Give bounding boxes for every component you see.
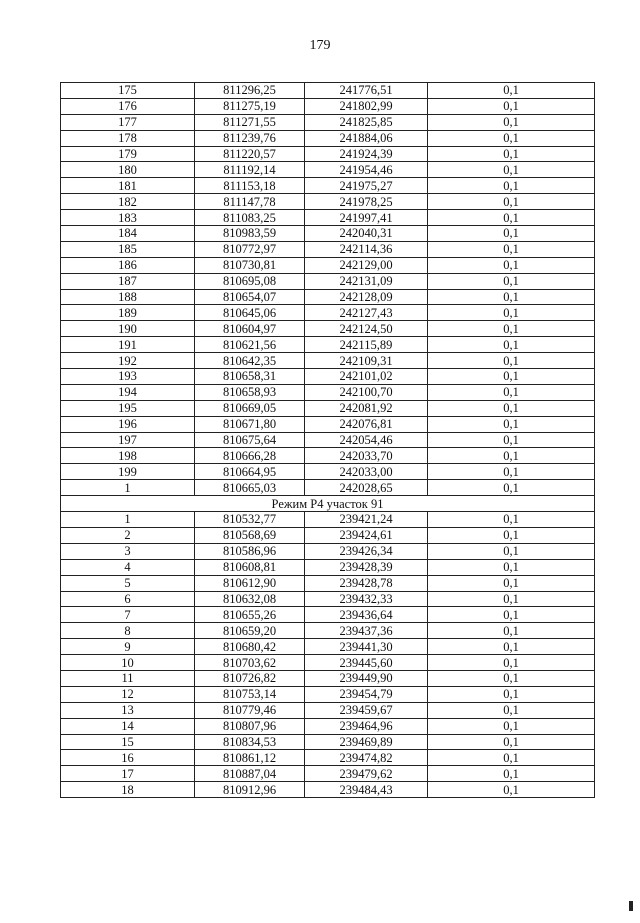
x-coordinate-cell: 810695,08 (195, 273, 305, 289)
point-number-cell: 191 (61, 337, 195, 353)
accuracy-cell: 0,1 (428, 734, 595, 750)
y-coordinate-cell: 239436,64 (305, 607, 428, 623)
table-row (61, 146, 595, 162)
accuracy-cell: 0,1 (428, 98, 595, 114)
accuracy-cell: 0,1 (428, 257, 595, 273)
table-row (61, 448, 595, 464)
x-coordinate-cell: 811147,78 (195, 194, 305, 210)
point-number-cell: 1 (61, 480, 195, 496)
accuracy-cell: 0,1 (428, 400, 595, 416)
point-number-cell: 179 (61, 146, 195, 162)
point-number-cell: 5 (61, 575, 195, 591)
table-row (61, 750, 595, 766)
table-row (61, 305, 595, 321)
accuracy-cell: 0,1 (428, 432, 595, 448)
point-number-cell: 197 (61, 432, 195, 448)
x-coordinate-cell: 810604,97 (195, 321, 305, 337)
point-number-cell: 192 (61, 353, 195, 369)
point-number-cell: 177 (61, 114, 195, 130)
table-row (61, 591, 595, 607)
x-coordinate-cell: 810532,77 (195, 512, 305, 528)
accuracy-cell: 0,1 (428, 655, 595, 671)
y-coordinate-cell: 242124,50 (305, 321, 428, 337)
point-number-cell: 4 (61, 559, 195, 575)
y-coordinate-cell: 239441,30 (305, 639, 428, 655)
y-coordinate-cell: 239428,78 (305, 575, 428, 591)
point-number-cell: 193 (61, 369, 195, 385)
x-coordinate-cell: 810726,82 (195, 670, 305, 686)
y-coordinate-cell: 242028,65 (305, 480, 428, 496)
y-coordinate-cell: 242100,70 (305, 384, 428, 400)
table-row (61, 575, 595, 591)
table-row (61, 369, 595, 385)
table-row (61, 194, 595, 210)
table-row (61, 130, 595, 146)
table-row (61, 543, 595, 559)
table-row (61, 162, 595, 178)
y-coordinate-cell: 239469,89 (305, 734, 428, 750)
accuracy-cell: 0,1 (428, 194, 595, 210)
point-number-cell: 13 (61, 702, 195, 718)
x-coordinate-cell: 810675,64 (195, 432, 305, 448)
y-coordinate-cell: 239432,33 (305, 591, 428, 607)
x-coordinate-cell: 810666,28 (195, 448, 305, 464)
accuracy-cell: 0,1 (428, 702, 595, 718)
y-coordinate-cell: 239421,24 (305, 512, 428, 528)
x-coordinate-cell: 810642,35 (195, 353, 305, 369)
y-coordinate-cell: 242109,31 (305, 353, 428, 369)
point-number-cell: 9 (61, 639, 195, 655)
y-coordinate-cell: 239474,82 (305, 750, 428, 766)
accuracy-cell: 0,1 (428, 416, 595, 432)
x-coordinate-cell: 811296,25 (195, 83, 305, 99)
x-coordinate-cell: 810612,90 (195, 575, 305, 591)
page-number: 179 (309, 38, 331, 53)
point-number-cell: 196 (61, 416, 195, 432)
point-number-cell: 180 (61, 162, 195, 178)
x-coordinate-cell: 810671,80 (195, 416, 305, 432)
table-row (61, 702, 595, 718)
accuracy-cell: 0,1 (428, 226, 595, 242)
page-edge-mark (629, 901, 633, 911)
y-coordinate-cell: 242131,09 (305, 273, 428, 289)
table-row (61, 289, 595, 305)
y-coordinate-cell: 241924,39 (305, 146, 428, 162)
table-row (61, 273, 595, 289)
accuracy-cell: 0,1 (428, 162, 595, 178)
table-row (61, 686, 595, 702)
accuracy-cell: 0,1 (428, 480, 595, 496)
table-row (61, 98, 595, 114)
accuracy-cell: 0,1 (428, 130, 595, 146)
table-row (61, 766, 595, 782)
point-number-cell: 185 (61, 241, 195, 257)
accuracy-cell: 0,1 (428, 718, 595, 734)
y-coordinate-cell: 241978,25 (305, 194, 428, 210)
table-row (61, 114, 595, 130)
accuracy-cell: 0,1 (428, 114, 595, 130)
x-coordinate-cell: 810772,97 (195, 241, 305, 257)
y-coordinate-cell: 242129,00 (305, 257, 428, 273)
table-row (61, 83, 595, 99)
accuracy-cell: 0,1 (428, 178, 595, 194)
y-coordinate-cell: 239424,61 (305, 527, 428, 543)
table-row (61, 480, 595, 496)
x-coordinate-cell: 811275,19 (195, 98, 305, 114)
y-coordinate-cell: 242033,00 (305, 464, 428, 480)
y-coordinate-cell: 242076,81 (305, 416, 428, 432)
x-coordinate-cell: 811271,55 (195, 114, 305, 130)
table-row (61, 623, 595, 639)
table-row (61, 353, 595, 369)
y-coordinate-cell: 242128,09 (305, 289, 428, 305)
x-coordinate-cell: 810658,93 (195, 384, 305, 400)
table-row (61, 337, 595, 353)
accuracy-cell: 0,1 (428, 369, 595, 385)
table-row (61, 384, 595, 400)
y-coordinate-cell: 239428,39 (305, 559, 428, 575)
x-coordinate-cell: 810645,06 (195, 305, 305, 321)
accuracy-cell: 0,1 (428, 289, 595, 305)
x-coordinate-cell: 810753,14 (195, 686, 305, 702)
point-number-cell: 190 (61, 321, 195, 337)
x-coordinate-cell: 810632,08 (195, 591, 305, 607)
table-row (61, 257, 595, 273)
y-coordinate-cell: 239454,79 (305, 686, 428, 702)
y-coordinate-cell: 242054,46 (305, 432, 428, 448)
point-number-cell: 181 (61, 178, 195, 194)
y-coordinate-cell: 239426,34 (305, 543, 428, 559)
x-coordinate-cell: 810659,20 (195, 623, 305, 639)
x-coordinate-cell: 810608,81 (195, 559, 305, 575)
point-number-cell: 7 (61, 607, 195, 623)
point-number-cell: 176 (61, 98, 195, 114)
accuracy-cell: 0,1 (428, 527, 595, 543)
accuracy-cell: 0,1 (428, 782, 595, 798)
x-coordinate-cell: 810887,04 (195, 766, 305, 782)
table-row (61, 241, 595, 257)
point-number-cell: 183 (61, 210, 195, 226)
accuracy-cell: 0,1 (428, 686, 595, 702)
y-coordinate-cell: 242127,43 (305, 305, 428, 321)
table-row (61, 178, 595, 194)
accuracy-cell: 0,1 (428, 623, 595, 639)
table-row (61, 416, 595, 432)
accuracy-cell: 0,1 (428, 766, 595, 782)
x-coordinate-cell: 810730,81 (195, 257, 305, 273)
point-number-cell: 14 (61, 718, 195, 734)
y-coordinate-cell: 239464,96 (305, 718, 428, 734)
x-coordinate-cell: 810834,53 (195, 734, 305, 750)
x-coordinate-cell: 810861,12 (195, 750, 305, 766)
accuracy-cell: 0,1 (428, 591, 595, 607)
accuracy-cell: 0,1 (428, 83, 595, 99)
accuracy-cell: 0,1 (428, 559, 595, 575)
accuracy-cell: 0,1 (428, 353, 595, 369)
x-coordinate-cell: 810779,46 (195, 702, 305, 718)
x-coordinate-cell: 810680,42 (195, 639, 305, 655)
table-row (61, 718, 595, 734)
table-row (61, 512, 595, 528)
point-number-cell: 15 (61, 734, 195, 750)
point-number-cell: 3 (61, 543, 195, 559)
x-coordinate-cell: 810669,05 (195, 400, 305, 416)
y-coordinate-cell: 239449,90 (305, 670, 428, 686)
point-number-cell: 178 (61, 130, 195, 146)
accuracy-cell: 0,1 (428, 575, 595, 591)
point-number-cell: 199 (61, 464, 195, 480)
x-coordinate-cell: 810983,59 (195, 226, 305, 242)
point-number-cell: 195 (61, 400, 195, 416)
table-row (61, 639, 595, 655)
table-row (61, 607, 595, 623)
x-coordinate-cell: 811220,57 (195, 146, 305, 162)
table-row (61, 321, 595, 337)
point-number-cell: 10 (61, 655, 195, 671)
y-coordinate-cell: 239484,43 (305, 782, 428, 798)
point-number-cell: 8 (61, 623, 195, 639)
point-number-cell: 184 (61, 226, 195, 242)
x-coordinate-cell: 811083,25 (195, 210, 305, 226)
table-row (61, 655, 595, 671)
x-coordinate-cell: 810655,26 (195, 607, 305, 623)
x-coordinate-cell: 811153,18 (195, 178, 305, 194)
table-row (61, 432, 595, 448)
y-coordinate-cell: 241954,46 (305, 162, 428, 178)
point-number-cell: 188 (61, 289, 195, 305)
accuracy-cell: 0,1 (428, 512, 595, 528)
x-coordinate-cell: 810586,96 (195, 543, 305, 559)
table-row (61, 226, 595, 242)
point-number-cell: 194 (61, 384, 195, 400)
x-coordinate-cell: 811239,76 (195, 130, 305, 146)
point-number-cell: 11 (61, 670, 195, 686)
y-coordinate-cell: 241884,06 (305, 130, 428, 146)
x-coordinate-cell: 810658,31 (195, 369, 305, 385)
accuracy-cell: 0,1 (428, 750, 595, 766)
section-header-row (61, 496, 595, 512)
x-coordinate-cell: 811192,14 (195, 162, 305, 178)
y-coordinate-cell: 239437,36 (305, 623, 428, 639)
accuracy-cell: 0,1 (428, 448, 595, 464)
coordinates-table (60, 82, 595, 798)
accuracy-cell: 0,1 (428, 543, 595, 559)
accuracy-cell: 0,1 (428, 273, 595, 289)
y-coordinate-cell: 241975,27 (305, 178, 428, 194)
y-coordinate-cell: 239479,62 (305, 766, 428, 782)
x-coordinate-cell: 810654,07 (195, 289, 305, 305)
accuracy-cell: 0,1 (428, 337, 595, 353)
x-coordinate-cell: 810621,56 (195, 337, 305, 353)
table-row (61, 400, 595, 416)
table-row (61, 670, 595, 686)
y-coordinate-cell: 242115,89 (305, 337, 428, 353)
accuracy-cell: 0,1 (428, 639, 595, 655)
y-coordinate-cell: 242081,92 (305, 400, 428, 416)
accuracy-cell: 0,1 (428, 607, 595, 623)
x-coordinate-cell: 810703,62 (195, 655, 305, 671)
y-coordinate-cell: 242101,02 (305, 369, 428, 385)
point-number-cell: 182 (61, 194, 195, 210)
point-number-cell: 16 (61, 750, 195, 766)
point-number-cell: 17 (61, 766, 195, 782)
x-coordinate-cell: 810664,95 (195, 464, 305, 480)
point-number-cell: 6 (61, 591, 195, 607)
y-coordinate-cell: 239459,67 (305, 702, 428, 718)
point-number-cell: 186 (61, 257, 195, 273)
accuracy-cell: 0,1 (428, 146, 595, 162)
table-row (61, 210, 595, 226)
x-coordinate-cell: 810807,96 (195, 718, 305, 734)
y-coordinate-cell: 242040,31 (305, 226, 428, 242)
point-number-cell: 12 (61, 686, 195, 702)
y-coordinate-cell: 241997,41 (305, 210, 428, 226)
y-coordinate-cell: 242114,36 (305, 241, 428, 257)
coordinates-table-body (61, 83, 595, 798)
x-coordinate-cell: 810568,69 (195, 527, 305, 543)
point-number-cell: 18 (61, 782, 195, 798)
accuracy-cell: 0,1 (428, 670, 595, 686)
y-coordinate-cell: 242033,70 (305, 448, 428, 464)
point-number-cell: 198 (61, 448, 195, 464)
point-number-cell: 187 (61, 273, 195, 289)
table-row (61, 527, 595, 543)
x-coordinate-cell: 810665,03 (195, 480, 305, 496)
section-title: Режим Р4 участок 91 (61, 496, 595, 512)
accuracy-cell: 0,1 (428, 464, 595, 480)
accuracy-cell: 0,1 (428, 384, 595, 400)
point-number-cell: 2 (61, 527, 195, 543)
point-number-cell: 1 (61, 512, 195, 528)
table-row (61, 782, 595, 798)
accuracy-cell: 0,1 (428, 305, 595, 321)
y-coordinate-cell: 239445,60 (305, 655, 428, 671)
accuracy-cell: 0,1 (428, 241, 595, 257)
y-coordinate-cell: 241776,51 (305, 83, 428, 99)
y-coordinate-cell: 241825,85 (305, 114, 428, 130)
y-coordinate-cell: 241802,99 (305, 98, 428, 114)
point-number-cell: 175 (61, 83, 195, 99)
table-row (61, 559, 595, 575)
table-row (61, 464, 595, 480)
accuracy-cell: 0,1 (428, 321, 595, 337)
point-number-cell: 189 (61, 305, 195, 321)
accuracy-cell: 0,1 (428, 210, 595, 226)
table-row (61, 734, 595, 750)
x-coordinate-cell: 810912,96 (195, 782, 305, 798)
